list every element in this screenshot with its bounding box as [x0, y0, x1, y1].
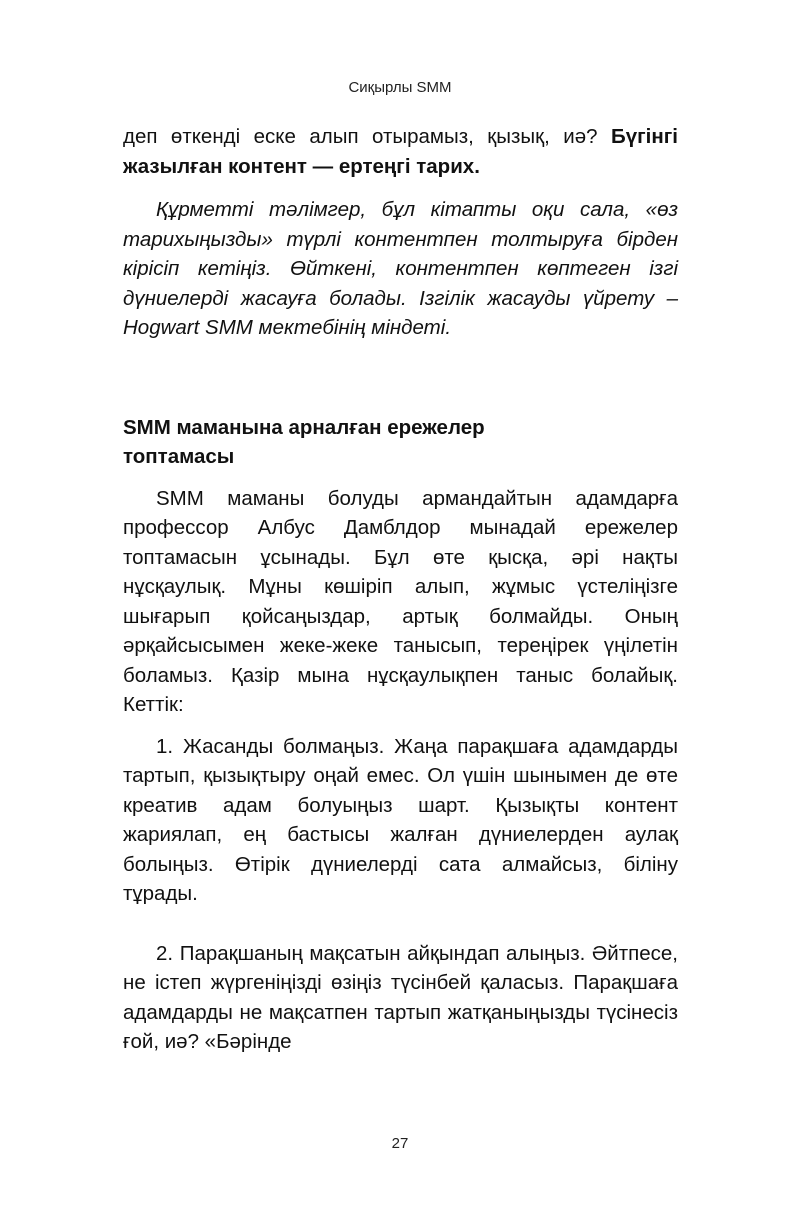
page-body: [123, 122, 678, 1057]
section-heading-line-1: SMM маманына арналған ережелер: [123, 415, 485, 439]
continued-paragraph: [123, 122, 678, 181]
rule-item-2: [123, 939, 678, 1057]
italic-paragraph: Құрметті тәлімгер, бұл кітапты оқи сала, «өз тарихыңызды» түрлі контентпен толтыруға бірден кірісіп кетіңіз. Өйткені, контентпен көптеген ізгі дүниелерді жасауға болады. Ізгілік жасауды үйрету – Hogwart SMM мектебінің міндеті.: [123, 198, 678, 339]
section-heading-line-2: топтамасы: [123, 445, 235, 468]
page-number: 27: [391, 1135, 409, 1152]
bold-statement: Бүгінгі жазылған контент — ертеңгі тарих.: [123, 125, 678, 178]
rule-text-2: Парақшаның мақсатын айқындап алыңыз. Әйтпесе, не істеп жүргеніңізді өзіңіз түсінбей қаласыз. Парақшаға адамдарды не мақсатпен тартып жатқаныңызды түсінесіз ғой, иә? «Бәрінде: [123, 941, 678, 1053]
running-header: Сиқырлы SMM: [348, 79, 452, 96]
rule-number-2: 2.: [156, 941, 174, 965]
section-heading: [123, 413, 678, 472]
intro-paragraph: SMM маманы болуды армандайтын адамдарға профессор Албус Дамблдор мынадай ережелер топтамасын ұсынады. Бұл өте қысқа, әрі нақты нұсқаулық. Мұны көшіріп алып, жұмыс үстеліңізге шығарып қойсаңыздар, артық болмайды. Оның әрқайсысымен жеке-жеке танысып, тереңірек үңілетін боламыз. Қазір мына нұсқаулықпен таныс болайық. Кеттік:: [123, 486, 678, 716]
rule-item-1: [123, 732, 678, 909]
rule-text-1: Жасанды болмаңыз. Жаңа парақшаға адамдарды тартып, қызықтыру оңай емес. Ол үшін шынымен де өте креатив адам болуыңыз шарт. Қызықты контент жариялап, ең бастысы жалған дүниелерден аулақ болыңыз. Өтірік дүниелерді сата алмайсыз, біліну тұрады.: [123, 734, 679, 905]
rule-number-1: 1.: [156, 734, 174, 758]
continued-text: деп өткенді еске алып отырамыз, қызық, иә?: [123, 125, 598, 148]
